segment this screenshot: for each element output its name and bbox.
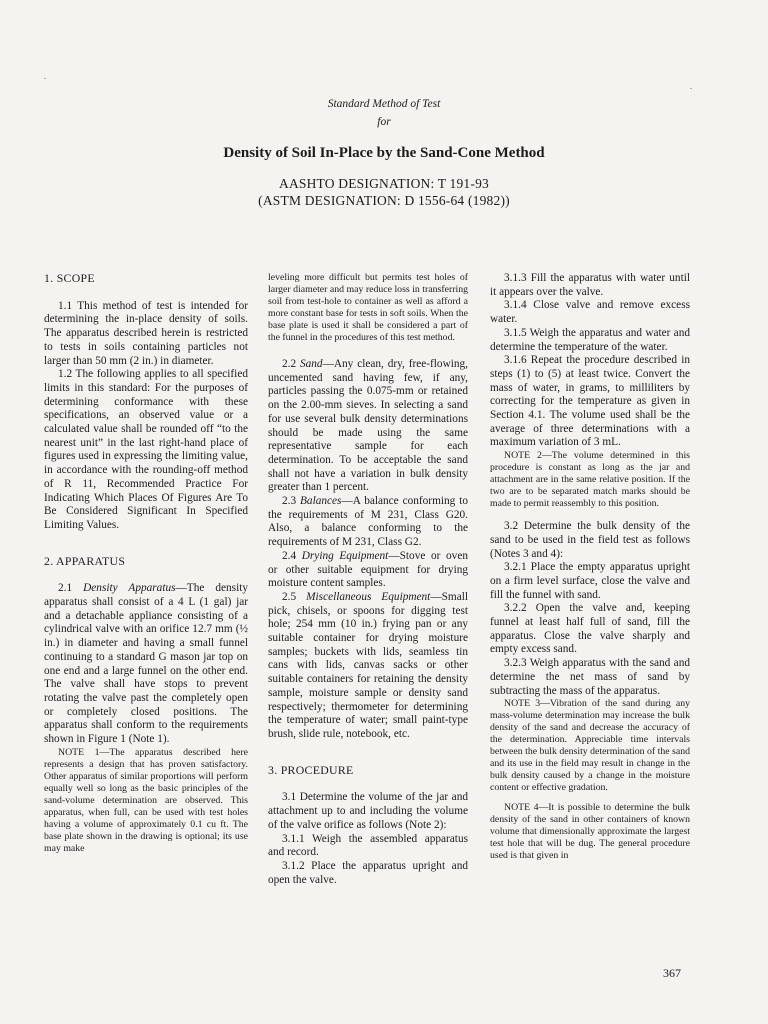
- scan-speck: .: [44, 72, 46, 81]
- paragraph-2-3: [268, 495, 468, 550]
- page-number: 367: [663, 966, 681, 980]
- paragraph-3-1: 3.1 Determine the volume of the jar and attachment up to and including the volume of the valve orifice as follows (Note 2):: [268, 791, 468, 831]
- note-1-continued: leveling more difficult but permits test holes of larger diameter and may reduce loss in transferring soil from test-hole to container as well as afford a more constant base for tests in soft soils. When the base plate is used it shall be considered a part of the funnel in the procedures of this test method.: [268, 272, 468, 343]
- clause-number: 2.1: [58, 582, 73, 595]
- paragraph-2-4: [268, 550, 468, 591]
- paragraph-3-1-4: 3.1.4 Close valve and remove excess water.: [490, 299, 690, 326]
- note-1: NOTE 1—The apparatus described here represents a design that has proven satisfactory. Other apparatus of similar proportions will perform equally well so long as the basic principles of the sand-volume determination are observed. This apparatus, when full, can be used with test holes having a volume of approximately 0.1 cu ft. The base plate shown in the drawing is optional; its use may make: [44, 746, 248, 854]
- section-heading-apparatus: 2. APPARATUS: [44, 553, 126, 568]
- paragraph-2-1: [44, 582, 248, 746]
- note-3: NOTE 3—Vibration of the sand during any mass-volume determination may increase the bulk density of the sand and decrease the accuracy of the determination. Appreciable time intervals between the bulk density determination of the sand and its use in the field may result in change in the bulk density caused by a change in the moisture content or effective gradation.: [490, 698, 690, 794]
- text-column-1: [44, 272, 248, 855]
- section-heading-scope: 1. SCOPE: [44, 271, 95, 285]
- clause-text: —Stove or oven or other suitable equipment for drying moisture content samples.: [268, 549, 468, 590]
- paragraph-1-2: 1.2 The following applies to all specified limits in this standard: For the purposes of determining conformance with these specifications, an observed value or a calculated value shall be rounded off “to the nearest unit” in the last right-hand place of figures used in expressing the limiting value, in accordance with the rounding-off method of R 11, Recommended Practice For Indicating Which Places Of Figures Are To Be Considered Significant In Specified Limiting Values.: [44, 368, 248, 531]
- paragraph-3-2-1: 3.2.1 Place the empty apparatus upright on a firm level surface, close the valve and fill the funnel with sand.: [490, 561, 690, 601]
- paragraph-3-1-1: 3.1.1 Weigh the assembled apparatus and record.: [268, 832, 468, 859]
- section-heading-procedure: 3. PROCEDURE: [268, 762, 354, 777]
- text-column-2: [268, 272, 468, 887]
- paragraph-3-2-2: 3.2.2 Open the valve and, keeping funnel at least half full of sand, fill the apparatus. Close the valve sharply and empty excess sand.: [490, 602, 690, 656]
- note-4: NOTE 4—It is possible to determine the bulk density of the sand in other containers of known volume that dimensionally approximate the largest test hole that will be dug. The general procedure used is that given in: [490, 802, 690, 862]
- paragraph-2-5: [268, 591, 468, 742]
- clause-text: —The density apparatus shall consist of a 4 L (1 gal) jar and a detachable appliance consisting of a cylindrical valve with an orifice 12.7 mm (½ in.) in diameter and having a small funnel continuing to a standard G mason jar top on one end and a large funnel on the other end. The valve shall have stops to prevent rotating the valve past the completely open or completely closed positions. The apparatus shall conform to the requirements shown in Figure 1 (Note 1).: [44, 582, 248, 746]
- clause-text: —A balance conforming to the requirements of M 231, Class G20. Also, a balance conforming to the requirements of M 231, Class G2.: [268, 495, 468, 549]
- paragraph-3-2-3: 3.2.3 Weigh apparatus with the sand and determine the net mass of sand by subtracting the mass of the apparatus.: [490, 657, 690, 697]
- scan-speck: .: [690, 82, 692, 91]
- astm-designation: (ASTM DESIGNATION: D 1556-64 (1982)): [258, 193, 510, 208]
- clause-text: —Small pick, chisels, or spoons for digging test hole; 254 mm (10 in.) frying pan or any suitable container for drying moisture samples; buckets with lids, seamless tin cans with lids, canvas sacks or other suitable containers for retaining the density sample, moisture sample or density sand respectively; thermometer for determining the temperature of water; small paint-type brush, slide rule, notebook, etc.: [268, 590, 468, 740]
- paragraph-3-1-3: 3.1.3 Fill the apparatus with water until it appears over the valve.: [490, 272, 690, 298]
- paragraph-3-2: 3.2 Determine the bulk density of the sand to be used in the field test as follows (Notes 3 and 4):: [490, 520, 690, 560]
- clause-title: Balances: [300, 495, 342, 508]
- clause-number: 2.3: [282, 495, 297, 508]
- paragraph-2-2: [268, 358, 468, 495]
- clause-text: —Any clean, dry, free-flowing, uncemented sand having few, if any, particles passing the 0.075-mm or retained on the 2.00-mm sieves. In selecting a sand for use several bulk density determinations should be made using the same representative sample for each determination. To be acceptable the sand shall not have a variation in bulk density greater than 1 percent.: [268, 358, 468, 494]
- text-column-3: [490, 272, 690, 862]
- paragraph-1-1: 1.1 This method of test is intended for determining the in-place density of soils. The apparatus described herein is restricted to tests in soils containing particles not larger than 50 mm (2 in.) in diameter.: [44, 299, 248, 367]
- clause-title: Drying Equipment: [301, 549, 389, 562]
- clause-number: 2.5: [282, 590, 297, 603]
- aashto-designation: AASHTO DESIGNATION: T 191-93: [279, 176, 489, 191]
- clause-title: Miscellaneous Equipment: [306, 590, 431, 603]
- pre-title-line-1: Standard Method of Test: [327, 98, 441, 110]
- paragraph-3-1-6: 3.1.6 Repeat the procedure described in steps (1) to (5) at least twice. Convert the mass of water, in grams, to milliliters by correcting for the temperature as given in Section 4.1. The volume used shall be the average of three determinations with a maximum variation of 3 mL.: [490, 354, 690, 449]
- note-2: NOTE 2—The volume determined in this procedure is constant as long as the jar and attachment are in the same relative position. If the two are to be separated match marks should be made to permit reassembly to this position.: [490, 450, 690, 510]
- paragraph-3-1-5: 3.1.5 Weigh the apparatus and water and determine the temperature of the water.: [490, 326, 690, 353]
- paragraph-3-1-2: 3.1.2 Place the apparatus upright and open the valve.: [268, 859, 468, 886]
- clause-title: Sand: [299, 358, 323, 370]
- clause-title: Density Apparatus: [83, 582, 176, 595]
- clause-number: 2.4: [282, 549, 297, 562]
- clause-number: 2.2: [282, 358, 297, 370]
- document-title: Density of Soil In-Place by the Sand-Cone Method: [223, 145, 545, 161]
- pre-title-line-2: for: [377, 116, 391, 128]
